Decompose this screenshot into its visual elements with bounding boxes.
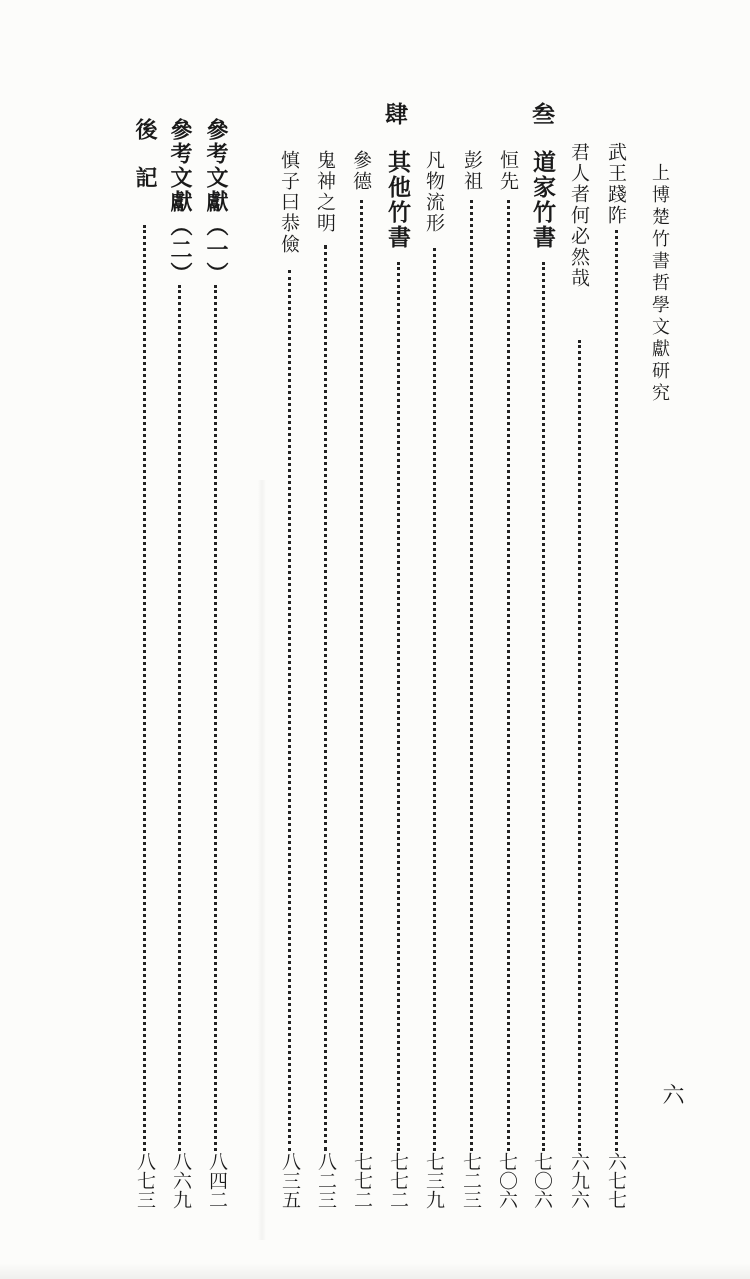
section-heading-san: 叁 xyxy=(528,102,555,125)
toc-entry-page: 七〇六 xyxy=(531,1152,553,1209)
page-folio: 六 xyxy=(659,1083,684,1105)
toc-entry-title: 彭祖 xyxy=(461,150,483,192)
leader-dots xyxy=(433,248,436,1151)
leader-dots xyxy=(615,230,618,1151)
leader-dots xyxy=(214,285,217,1151)
leader-dots xyxy=(578,340,581,1151)
leader-dots xyxy=(470,200,473,1151)
toc-entry-page: 八三五 xyxy=(279,1152,301,1209)
running-header-title: 上博楚竹書哲學文獻研究 xyxy=(649,163,670,405)
toc-entry-page: 八七三 xyxy=(134,1152,156,1209)
toc-entry-title: 君人者何必然哉 xyxy=(568,142,590,289)
toc-entry-page: 七二三 xyxy=(460,1152,482,1209)
leader-dots xyxy=(507,200,510,1151)
toc-entry-title: 鬼神之明 xyxy=(314,150,336,234)
leader-dots xyxy=(324,245,327,1151)
toc-entry-title: 參考文獻（一） xyxy=(203,118,229,286)
page-shadow xyxy=(258,480,266,1240)
toc-entry-page: 七七二 xyxy=(387,1152,409,1209)
leader-dots xyxy=(542,262,545,1151)
toc-entry-page: 六七七 xyxy=(605,1152,627,1209)
toc-entry-title: 慎子曰恭儉 xyxy=(278,150,300,255)
toc-entry-title: 凡物流形 xyxy=(423,150,445,234)
toc-entry-title: 後 記 xyxy=(132,118,158,190)
leader-dots xyxy=(397,262,400,1151)
toc-entry-page: 七〇六 xyxy=(496,1152,518,1209)
toc-entry-title: 恒先 xyxy=(497,150,519,192)
leader-dots xyxy=(143,225,146,1151)
toc-entry-title: 武王踐阼 xyxy=(605,142,627,226)
toc-entry-page: 七三九 xyxy=(423,1152,445,1209)
toc-chapter-title: 道家竹書 xyxy=(529,150,556,250)
toc-entry-title: 參德 xyxy=(350,150,372,192)
toc-entry-title: 參考文獻（二） xyxy=(167,118,193,286)
toc-entry-page: 六九六 xyxy=(568,1152,590,1209)
toc-entry-page: 八六九 xyxy=(170,1152,192,1209)
toc-entry-page: 七七二 xyxy=(351,1152,373,1209)
leader-dots xyxy=(360,200,363,1151)
leader-dots xyxy=(178,285,181,1151)
leader-dots xyxy=(288,270,291,1151)
toc-chapter-title: 其他竹書 xyxy=(384,150,411,250)
toc-entry-page: 八二三 xyxy=(315,1152,337,1209)
toc-entry-page: 八四二 xyxy=(206,1152,228,1209)
page-bottom-edge xyxy=(0,1263,750,1279)
section-heading-si: 肆 xyxy=(381,102,408,125)
